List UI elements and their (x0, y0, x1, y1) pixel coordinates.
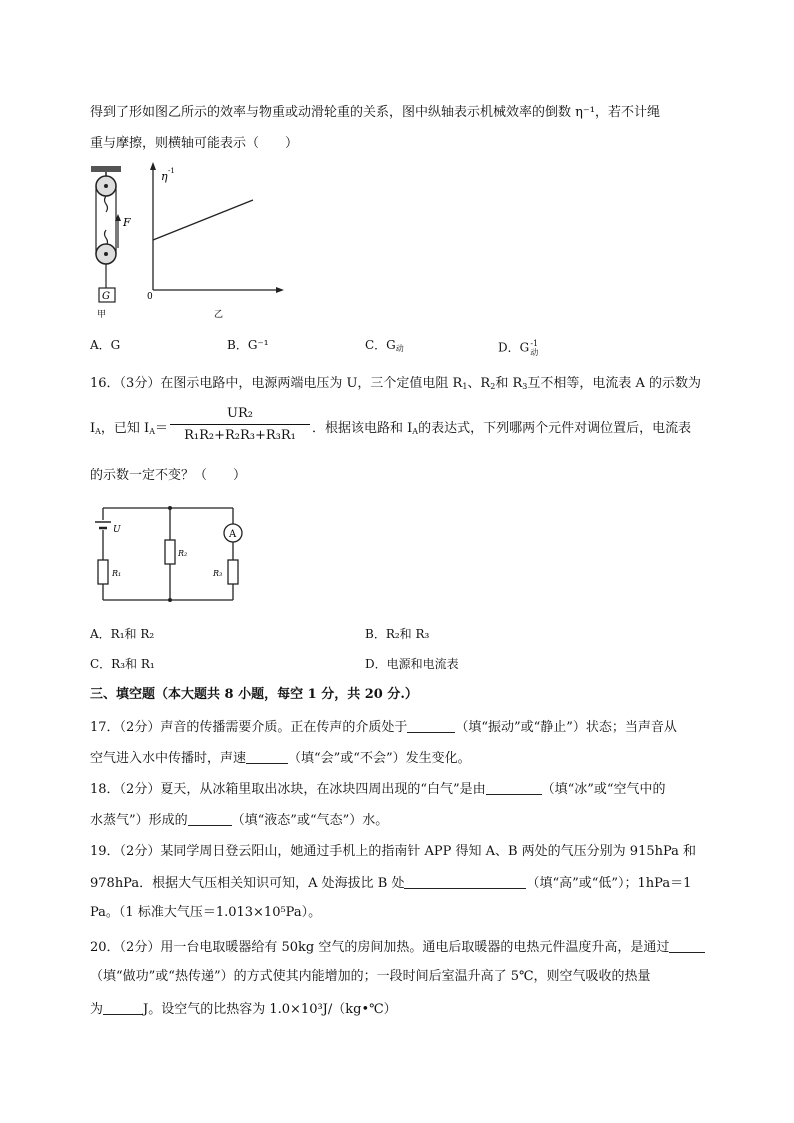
q16-line3: 的示数一定不变？（ ） (90, 468, 247, 483)
ammeter-label: A (229, 529, 237, 540)
q20-line2: （填“做功”或“热传递”）的方式使其内能增加的；一段时间后室温升高了 5℃，则空气吸收的热量 (90, 969, 651, 984)
q16-option-b[interactable]: B．R₂和 R₃ (365, 627, 430, 641)
weight-label: G (102, 291, 110, 302)
q15-figure (85, 160, 295, 320)
q15-option-d-sub: 动 (530, 348, 539, 357)
q16-sub-r3: 3 (522, 382, 528, 391)
q20-blank-2[interactable] (103, 1002, 143, 1015)
q16-option-c[interactable]: C．R₃和 R₁ (90, 657, 155, 671)
q16-line1-a: 16．（3分）在图示电路中，电源两端电压为 U，三个定值电阻 R (90, 376, 463, 391)
q15-option-d-exp: -1 (530, 339, 539, 348)
q16-line1 (90, 377, 701, 390)
section-heading: 三、填空题（本大题共 8 小题，每空 1 分，共 20 分.） (90, 687, 418, 702)
q16-denominator: R₁R₂+R₂R₃+R₃R₁ (184, 428, 296, 443)
q16-ia-2-sub: A (149, 427, 155, 436)
origin-label: 0 (147, 292, 153, 302)
q15-option-c-text: C．G (365, 338, 396, 352)
q17-text-c: 空气进入水中传播时，声速 (90, 751, 247, 766)
q19-line3: Pa。（1 标准大气压＝1.013×10⁵Pa）。 (90, 905, 322, 920)
r1-label: R₁ (112, 569, 122, 578)
eta-exponent: -1 (168, 167, 175, 175)
q16-line1-b: 、R (467, 376, 491, 391)
q15-option-c-sub: 动 (395, 344, 404, 353)
q15-option-c[interactable] (365, 339, 404, 351)
q19-line1: 19．（2分）某同学周日登云阳山，她通过手机上的指南针 APP 得知 A、B 两处的气压分别为 915hPa 和 (90, 844, 697, 859)
q18-text-b: （填“冰”或“空气中的 (541, 782, 666, 797)
q16-ia-1-sub: A (95, 427, 101, 436)
q20-line1 (90, 940, 705, 954)
q17-text-d: （填“会”或“不会”）发生变化。 (288, 751, 471, 766)
q16-text-e: 的表达式，下列哪两个元件对调位置后，电流表 (418, 421, 692, 436)
q20-text-c: J。设空气的比热容为 1.0×10³J/（kg•℃） (143, 1002, 397, 1017)
q18-text-a: 18．（2分）夏天，从冰箱里取出冰块，在冰块四周出现的“白气”是由 (90, 782, 486, 797)
q20-text-a: 20．（2分）用一台电取暖器给有 50kg 空气的房间加热。通电后取暖器的电热元件温度升高，是通过 (90, 940, 670, 955)
q18-line1 (90, 782, 666, 796)
q15-line2: 重与摩擦，则横轴可能表示（ ） (90, 136, 299, 151)
q19-text-b: （填“高”或“低”）；1hPa＝1 (526, 876, 692, 891)
q16-given: ，已知 I (100, 421, 150, 436)
q20-line3 (90, 1002, 397, 1016)
q16-line1-c: 和 R (495, 376, 523, 391)
q16-option-d[interactable]: D．电源和电流表 (365, 657, 459, 671)
q16-line2-right (312, 422, 691, 435)
q19-text-a: 978hPa．根据大气压相关知识可知，A 处海拔比 B 处 (90, 876, 405, 891)
q18-blank-2[interactable] (188, 813, 232, 826)
eta-axis-label: η (161, 170, 168, 183)
q16-sub-r2: 2 (490, 382, 496, 391)
q17-blank-2[interactable] (246, 751, 288, 764)
q16-formula (170, 406, 310, 443)
r2-label: R₂ (178, 549, 188, 558)
figure-yi-label: 乙 (214, 310, 224, 320)
q16-ia-3-sub: A (412, 427, 419, 436)
q16-equals: ＝ (154, 421, 168, 436)
q15-line1: 得到了形如图乙所示的效率与物重或动滑轮重的关系，图中纵轴表示机械效率的倒数 η⁻¹，若不计绳 (90, 105, 660, 120)
q20-blank-1[interactable] (669, 940, 705, 953)
q16-line2-left (90, 422, 168, 435)
resistor-r3 (228, 560, 238, 584)
q16-line1-d: 互不相等，电流表 A 的示数为 (527, 376, 701, 391)
q20-text-b: 为 (90, 1002, 104, 1017)
q19-line2 (90, 876, 691, 890)
q17-text-a: 17．（2分）声音的传播需要介质。正在传声的介质处于 (90, 720, 408, 735)
q18-line2 (90, 813, 388, 827)
q19-blank-1[interactable] (404, 876, 526, 889)
q15-option-b[interactable]: B．G⁻¹ (227, 338, 269, 352)
q16-circuit (95, 500, 245, 605)
q18-text-c: 水蒸气”）形成的 (90, 813, 188, 828)
resistor-r2 (165, 540, 175, 564)
q16-ia-1: I (90, 421, 96, 436)
q17-blank-1[interactable] (407, 720, 455, 733)
q16-text-d: ．根据该电路和 I (312, 421, 413, 436)
q18-text-d: （填“液态”或“气态”）水。 (231, 813, 389, 828)
q16-sub-r1: 1 (462, 382, 468, 391)
q15-option-d-text: D．G (498, 340, 530, 355)
force-label: F (123, 216, 131, 229)
efficiency-graph (147, 162, 284, 320)
resistor-r1 (98, 560, 108, 584)
q15-option-d[interactable] (498, 339, 538, 357)
q17-line2 (90, 751, 471, 765)
q17-text-b: （填“振动”或“静止”）状态；当声音从 (455, 720, 677, 735)
r3-label: R₃ (213, 569, 223, 578)
q18-blank-1[interactable] (486, 782, 542, 795)
figure-jia-label: 甲 (97, 310, 107, 320)
q17-line1 (90, 720, 677, 734)
pulley-diagram (91, 166, 131, 320)
q16-numerator: UR₂ (227, 406, 253, 421)
circuit-u-label: U (113, 525, 121, 535)
q16-option-a[interactable]: A．R₁和 R₂ (90, 627, 155, 641)
q15-option-a[interactable]: A．G (90, 338, 121, 352)
